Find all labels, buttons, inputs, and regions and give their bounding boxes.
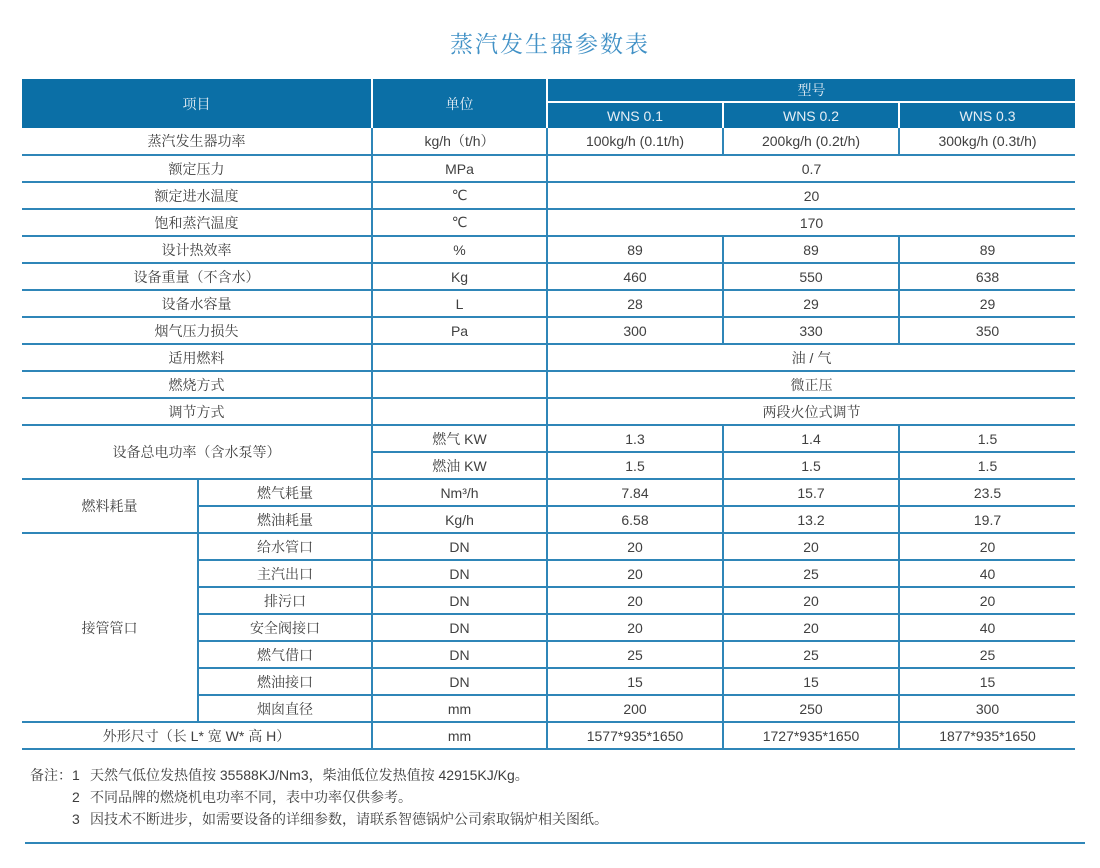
- connections-safety-valve-label: 安全阀接口: [198, 614, 372, 641]
- connections-feedwater-wns01-value: 20: [547, 533, 723, 560]
- connections-steam-outlet-wns01-value: 20: [547, 560, 723, 587]
- regulation-mode-unit: [372, 398, 547, 425]
- total-power-gas-wns01-value: 1.3: [547, 425, 723, 452]
- combustion-mode-unit: [372, 371, 547, 398]
- dimensions-wns01-value: 1577*935*1650: [547, 722, 723, 749]
- power-label: 蒸汽发生器功率: [22, 128, 372, 155]
- table-row: [22, 128, 1075, 155]
- note-text: 天然气低位发热值按 35588KJ/Nm3，柴油低位发热值按 42915KJ/Kg。: [90, 767, 529, 783]
- connections-blowdown-unit: DN: [372, 587, 547, 614]
- connections-safety-valve-wns03-value: 40: [899, 614, 1075, 641]
- connections-gas-port-wns01-value: 25: [547, 641, 723, 668]
- bottom-divider: [25, 842, 1085, 844]
- connections-oil-port-wns03-value: 15: [899, 668, 1075, 695]
- fuel-consumption-gas-wns01-value: 7.84: [547, 479, 723, 506]
- weight-wns01-value: 460: [547, 263, 723, 290]
- efficiency-wns03-value: 89: [899, 236, 1075, 263]
- header-unit: 单位: [372, 79, 547, 128]
- fuel-consumption-gas-wns03-value: 23.5: [899, 479, 1075, 506]
- total-power-gas-unit: 燃气 KW: [372, 425, 547, 452]
- dimensions-unit: mm: [372, 722, 547, 749]
- connections-blowdown-wns03-value: 20: [899, 587, 1075, 614]
- connections-chimney-wns01-value: 200: [547, 695, 723, 722]
- table-row: [22, 209, 1075, 236]
- connections-feedwater-label: 给水管口: [198, 533, 372, 560]
- header-item: 项目: [22, 79, 372, 128]
- steam-temp-unit: ℃: [372, 209, 547, 236]
- fuel-consumption-group-label: 燃料耗量: [22, 479, 198, 533]
- table-header: [22, 79, 1075, 128]
- steam-temp-label: 饱和蒸汽温度: [22, 209, 372, 236]
- total-power-oil-wns03-value: 1.5: [899, 452, 1075, 479]
- connections-gas-port-wns03-value: 25: [899, 641, 1075, 668]
- connections-group-label: 接管管口: [22, 533, 198, 722]
- fuel-type-label: 适用燃料: [22, 344, 372, 371]
- table-row: [22, 290, 1075, 317]
- regulation-mode-label: 调节方式: [22, 398, 372, 425]
- pressure-unit: MPa: [372, 155, 547, 182]
- regulation-mode-merged-value: 两段火位式调节: [547, 398, 1075, 425]
- feedwater-temp-unit: ℃: [372, 182, 547, 209]
- total-power-oil-unit: 燃油 KW: [372, 452, 547, 479]
- connections-gas-port-wns02-value: 25: [723, 641, 899, 668]
- total-power-oil-wns01-value: 1.5: [547, 452, 723, 479]
- dimensions-wns02-value: 1727*935*1650: [723, 722, 899, 749]
- flue-pressure-loss-label: 烟气压力损失: [22, 317, 372, 344]
- header-model-wns01: WNS 0.1: [547, 102, 723, 128]
- connections-blowdown-label: 排污口: [198, 587, 372, 614]
- weight-wns02-value: 550: [723, 263, 899, 290]
- power-wns03-value: 300kg/h (0.3t/h): [899, 128, 1075, 155]
- connections-steam-outlet-unit: DN: [372, 560, 547, 587]
- connections-gas-port-unit: DN: [372, 641, 547, 668]
- connections-safety-valve-wns01-value: 20: [547, 614, 723, 641]
- connections-oil-port-unit: DN: [372, 668, 547, 695]
- connections-feedwater-wns03-value: 20: [899, 533, 1075, 560]
- note-number: 1: [72, 767, 80, 783]
- note-text: 不同品牌的燃烧机电功率不同，表中功率仅供参考。: [90, 789, 412, 805]
- fuel-type-unit: [372, 344, 547, 371]
- flue-pressure-loss-unit: Pa: [372, 317, 547, 344]
- feedwater-temp-label: 额定进水温度: [22, 182, 372, 209]
- connections-chimney-unit: mm: [372, 695, 547, 722]
- connections-oil-port-label: 燃油接口: [198, 668, 372, 695]
- water-capacity-wns02-value: 29: [723, 290, 899, 317]
- combustion-mode-merged-value: 微正压: [547, 371, 1075, 398]
- steam-temp-merged-value: 170: [547, 209, 1075, 236]
- connections-oil-port-wns01-value: 15: [547, 668, 723, 695]
- fuel-consumption-gas-unit: Nm³/h: [372, 479, 547, 506]
- total-power-gas-wns03-value: 1.5: [899, 425, 1075, 452]
- table-row: [22, 425, 1075, 452]
- connections-chimney-wns02-value: 250: [723, 695, 899, 722]
- water-capacity-unit: L: [372, 290, 547, 317]
- note-number: 3: [72, 811, 80, 827]
- table-row: [22, 722, 1075, 749]
- table-row: [22, 182, 1075, 209]
- flue-pressure-loss-wns01-value: 300: [547, 317, 723, 344]
- combustion-mode-label: 燃烧方式: [22, 371, 372, 398]
- note-item: [72, 808, 608, 830]
- connections-steam-outlet-wns02-value: 25: [723, 560, 899, 587]
- page-title: 蒸汽发生器参数表: [450, 31, 650, 57]
- fuel-consumption-oil-wns02-value: 13.2: [723, 506, 899, 533]
- header-model-wns03: WNS 0.3: [899, 102, 1075, 128]
- power-unit: kg/h（t/h）: [372, 128, 547, 155]
- table-row: [22, 263, 1075, 290]
- connections-chimney-label: 烟囱直径: [198, 695, 372, 722]
- table-row: [22, 344, 1075, 371]
- note-text: 因技术不断进步，如需要设备的详细参数，请联系智德锅炉公司索取锅炉相关图纸。: [90, 811, 608, 827]
- connections-chimney-wns03-value: 300: [899, 695, 1075, 722]
- notes-list: [72, 764, 608, 830]
- total-power-label: 设备总电功率（含水泵等）: [22, 425, 372, 479]
- table-row: [22, 236, 1075, 263]
- water-capacity-label: 设备水容量: [22, 290, 372, 317]
- notes-section: [30, 764, 1100, 830]
- header-model-group: 型号: [547, 79, 1075, 102]
- notes-label: 备注：: [30, 767, 72, 783]
- pressure-label: 额定压力: [22, 155, 372, 182]
- table-row: [22, 398, 1075, 425]
- note-item: [72, 786, 608, 808]
- connections-oil-port-wns02-value: 15: [723, 668, 899, 695]
- connections-steam-outlet-wns03-value: 40: [899, 560, 1075, 587]
- note-number: 2: [72, 789, 80, 805]
- connections-safety-valve-unit: DN: [372, 614, 547, 641]
- header-model-wns02: WNS 0.2: [723, 102, 899, 128]
- note-item: [72, 764, 608, 786]
- fuel-type-merged-value: 油 / 气: [547, 344, 1075, 371]
- fuel-consumption-oil-label: 燃油耗量: [198, 506, 372, 533]
- efficiency-wns02-value: 89: [723, 236, 899, 263]
- efficiency-unit: %: [372, 236, 547, 263]
- table-row: [22, 533, 1075, 560]
- water-capacity-wns01-value: 28: [547, 290, 723, 317]
- table-row: [22, 317, 1075, 344]
- water-capacity-wns03-value: 29: [899, 290, 1075, 317]
- fuel-consumption-oil-wns03-value: 19.7: [899, 506, 1075, 533]
- weight-unit: Kg: [372, 263, 547, 290]
- weight-label: 设备重量（不含水）: [22, 263, 372, 290]
- connections-safety-valve-wns02-value: 20: [723, 614, 899, 641]
- table-row: [22, 371, 1075, 398]
- dimensions-wns03-value: 1877*935*1650: [899, 722, 1075, 749]
- fuel-consumption-gas-label: 燃气耗量: [198, 479, 372, 506]
- feedwater-temp-merged-value: 20: [547, 182, 1075, 209]
- total-power-oil-wns02-value: 1.5: [723, 452, 899, 479]
- pressure-merged-value: 0.7: [547, 155, 1075, 182]
- connections-gas-port-label: 燃气借口: [198, 641, 372, 668]
- dimensions-label: 外形尺寸（长 L* 宽 W* 高 H）: [22, 722, 372, 749]
- table-row: [22, 155, 1075, 182]
- efficiency-wns01-value: 89: [547, 236, 723, 263]
- fuel-consumption-gas-wns02-value: 15.7: [723, 479, 899, 506]
- connections-blowdown-wns02-value: 20: [723, 587, 899, 614]
- connections-feedwater-unit: DN: [372, 533, 547, 560]
- power-wns01-value: 100kg/h (0.1t/h): [547, 128, 723, 155]
- efficiency-label: 设计热效率: [22, 236, 372, 263]
- power-wns02-value: 200kg/h (0.2t/h): [723, 128, 899, 155]
- fuel-consumption-oil-unit: Kg/h: [372, 506, 547, 533]
- connections-feedwater-wns02-value: 20: [723, 533, 899, 560]
- fuel-consumption-oil-wns01-value: 6.58: [547, 506, 723, 533]
- connections-steam-outlet-label: 主汽出口: [198, 560, 372, 587]
- weight-wns03-value: 638: [899, 263, 1075, 290]
- flue-pressure-loss-wns03-value: 350: [899, 317, 1075, 344]
- connections-blowdown-wns01-value: 20: [547, 587, 723, 614]
- total-power-gas-wns02-value: 1.4: [723, 425, 899, 452]
- parameters-table: [22, 79, 1075, 750]
- table-row: [22, 479, 1075, 506]
- flue-pressure-loss-wns02-value: 330: [723, 317, 899, 344]
